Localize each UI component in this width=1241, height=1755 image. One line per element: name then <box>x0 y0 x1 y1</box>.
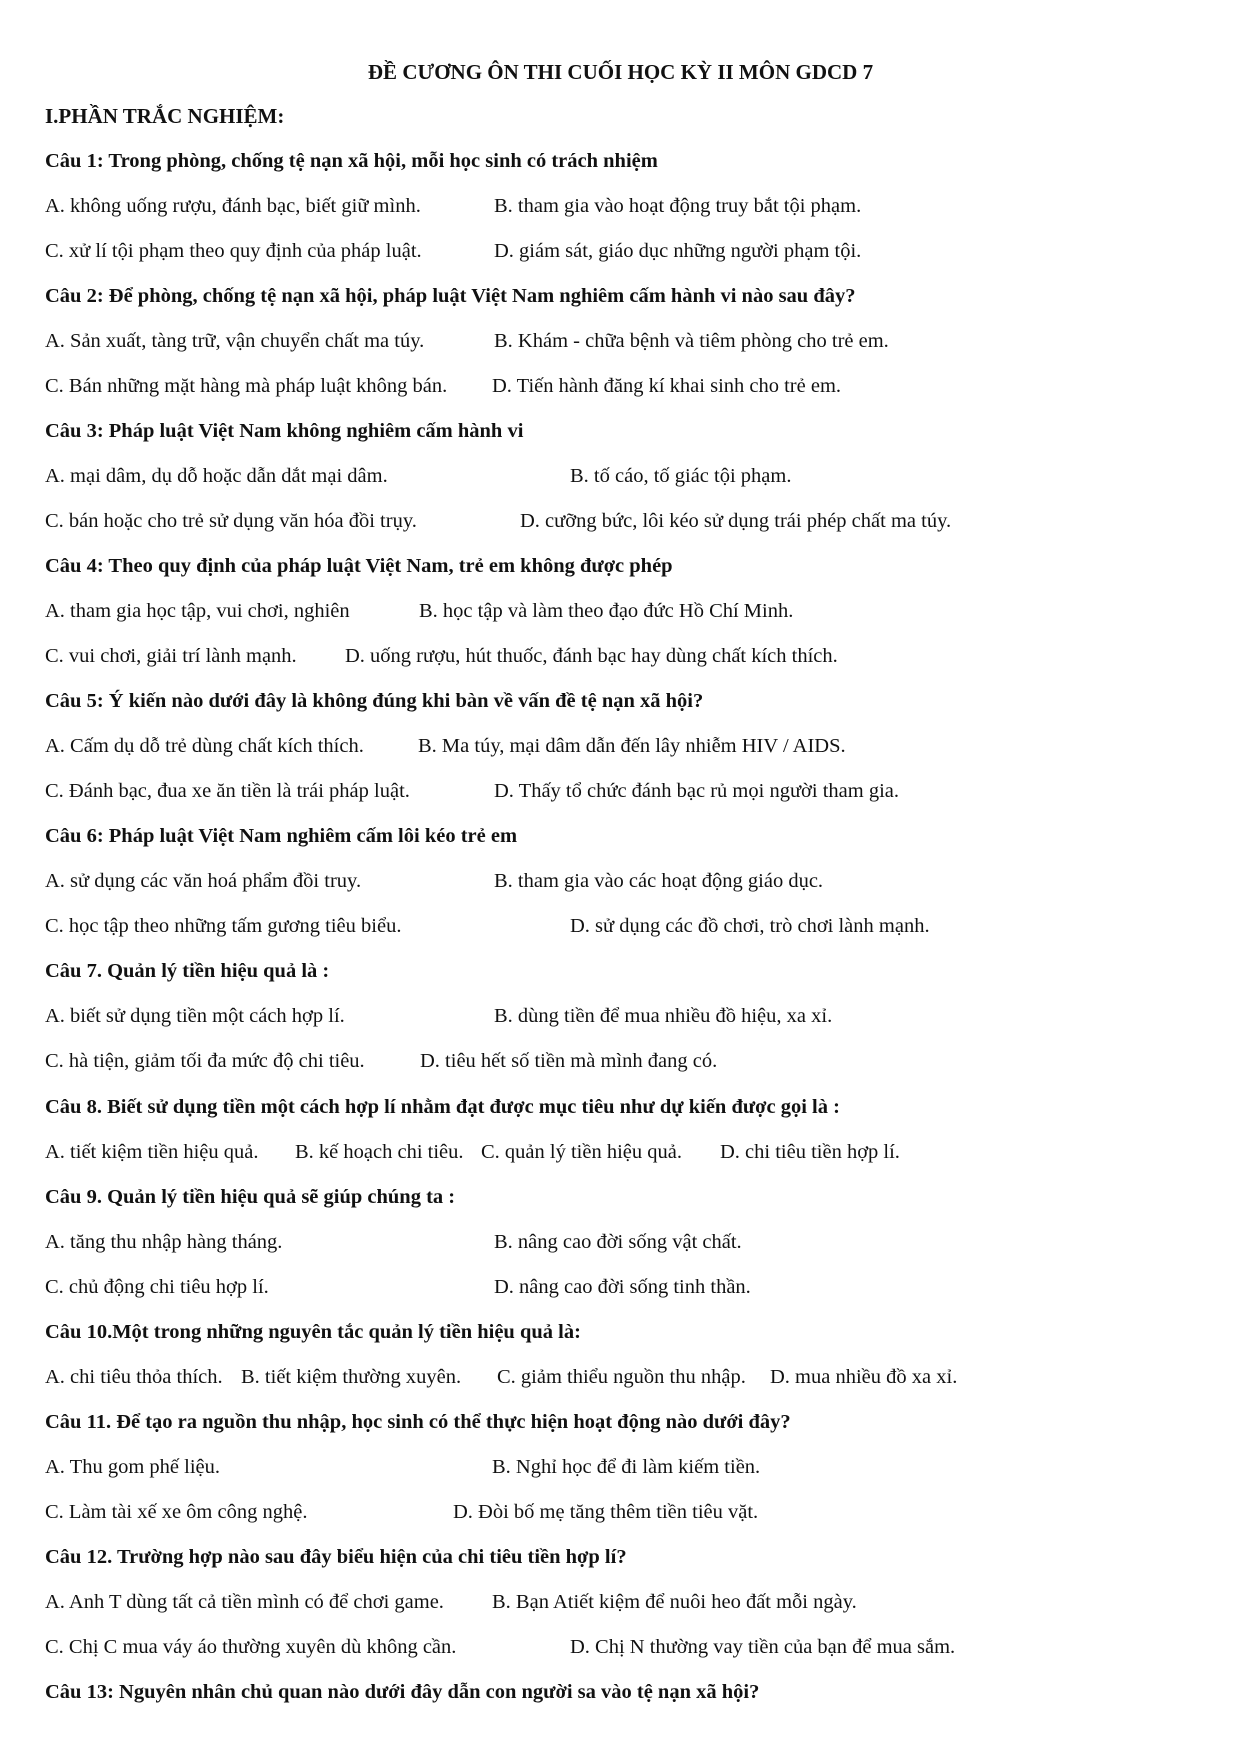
question-4: Câu 4: Theo quy định của pháp luật Việt Nam, trẻ em không được phép <box>45 555 673 577</box>
answer-row <box>45 1005 1195 1033</box>
option-c: C. Làm tài xế xe ôm công nghệ. <box>45 1501 308 1523</box>
option-d: D. Thấy tổ chức đánh bạc rủ mọi người tham gia. <box>494 780 900 802</box>
option-d: D. tiêu hết số tiền mà mình đang có. <box>420 1050 718 1072</box>
option-d: D. sử dụng các đồ chơi, trò chơi lành mạnh. <box>570 915 930 937</box>
answer-row <box>45 195 1195 223</box>
question-13: Câu 13: Nguyên nhân chủ quan nào dưới đây dẫn con người sa vào tệ nạn xã hội? <box>45 1681 760 1703</box>
option-b: B. kế hoạch chi tiêu. <box>295 1141 464 1163</box>
answer-row <box>45 915 1195 943</box>
option-c: C. giảm thiểu nguồn thu nhập. <box>497 1366 746 1388</box>
option-a: A. Sản xuất, tàng trữ, vận chuyển chất ma túy. <box>45 330 425 352</box>
option-a: A. không uống rượu, đánh bạc, biết giữ mình. <box>45 195 421 217</box>
question-1: Câu 1: Trong phòng, chống tệ nạn xã hội, mỗi học sinh có trách nhiệm <box>45 150 658 172</box>
answer-row <box>45 1276 1195 1304</box>
answer-row <box>45 1501 1195 1529</box>
question-11: Câu 11. Để tạo ra nguồn thu nhập, học sinh có thể thực hiện hoạt động nào dưới đây? <box>45 1411 791 1433</box>
option-b: B. Nghỉ học để đi làm kiếm tiền. <box>492 1456 761 1478</box>
option-d: D. mua nhiều đồ xa xỉ. <box>770 1366 958 1388</box>
option-d: D. Tiến hành đăng kí khai sinh cho trẻ em. <box>492 375 842 397</box>
answer-row <box>45 240 1195 268</box>
question-9: Câu 9. Quản lý tiền hiệu quả sẽ giúp chúng ta : <box>45 1186 456 1208</box>
option-c: C. bán hoặc cho trẻ sử dụng văn hóa đồi trụy. <box>45 510 417 532</box>
answer-row <box>45 1591 1195 1619</box>
option-c: C. Chị C mua váy áo thường xuyên dù không cần. <box>45 1636 457 1658</box>
option-c: C. vui chơi, giải trí lành mạnh. <box>45 645 297 667</box>
answer-row <box>45 780 1195 808</box>
answer-row <box>45 870 1195 898</box>
question-2: Câu 2: Để phòng, chống tệ nạn xã hội, pháp luật Việt Nam nghiêm cấm hành vi nào sau đây? <box>45 285 856 307</box>
answer-row <box>45 1141 1195 1169</box>
option-a: A. tăng thu nhập hàng tháng. <box>45 1231 283 1253</box>
option-c: C. chủ động chi tiêu hợp lí. <box>45 1276 269 1298</box>
answer-row <box>45 645 1195 673</box>
option-b: B. tham gia vào các hoạt động giáo dục. <box>494 870 824 892</box>
question-6: Câu 6: Pháp luật Việt Nam nghiêm cấm lôi kéo trẻ em <box>45 825 518 847</box>
option-b: B. tiết kiệm thường xuyên. <box>241 1366 462 1388</box>
option-d: D. nâng cao đời sống tinh thần. <box>494 1276 751 1298</box>
option-a: A. biết sử dụng tiền một cách hợp lí. <box>45 1005 345 1027</box>
answer-row <box>45 510 1195 538</box>
option-b: B. nâng cao đời sống vật chất. <box>494 1231 742 1253</box>
option-d: D. cưỡng bức, lôi kéo sử dụng trái phép chất ma túy. <box>520 510 952 532</box>
answer-row <box>45 1231 1195 1259</box>
option-d: D. Đòi bố mẹ tăng thêm tiền tiêu vặt. <box>453 1501 759 1523</box>
option-b: B. Ma túy, mại dâm dẫn đến lây nhiễm HIV / AIDS. <box>418 735 846 757</box>
option-d: D. giám sát, giáo dục những người phạm tội. <box>494 240 862 262</box>
option-b: B. Bạn Atiết kiệm để nuôi heo đất mỗi ngày. <box>492 1591 857 1613</box>
option-a: A. Thu gom phế liệu. <box>45 1456 220 1478</box>
question-10: Câu 10.Một trong những nguyên tắc quản lý tiền hiệu quả là: <box>45 1321 581 1343</box>
option-b: B. học tập và làm theo đạo đức Hồ Chí Minh. <box>419 600 794 622</box>
option-c: C. học tập theo những tấm gương tiêu biểu. <box>45 915 402 937</box>
option-a: A. Cấm dụ dỗ trẻ dùng chất kích thích. <box>45 735 364 757</box>
question-12: Câu 12. Trường hợp nào sau đây biểu hiện của chi tiêu tiền hợp lí? <box>45 1546 627 1568</box>
question-3: Câu 3: Pháp luật Việt Nam không nghiêm cấm hành vi <box>45 420 524 442</box>
option-a: A. tiết kiệm tiền hiệu quả. <box>45 1141 259 1163</box>
option-a: A. mại dâm, dụ dỗ hoặc dẫn dắt mại dâm. <box>45 465 388 487</box>
option-c: C. Bán những mặt hàng mà pháp luật không bán. <box>45 375 448 397</box>
option-b: B. tham gia vào hoạt động truy bắt tội phạm. <box>494 195 862 217</box>
option-d: D. chi tiêu tiền hợp lí. <box>720 1141 900 1163</box>
answer-row <box>45 375 1195 403</box>
option-a: A. chi tiêu thỏa thích. <box>45 1366 223 1388</box>
answer-row <box>45 1366 1195 1394</box>
question-7: Câu 7. Quản lý tiền hiệu quả là : <box>45 960 330 982</box>
answer-row <box>45 330 1195 358</box>
question-8: Câu 8. Biết sử dụng tiền một cách hợp lí nhằm đạt được mục tiêu như dự kiến được gọi là : <box>45 1096 840 1118</box>
option-c: C. hà tiện, giảm tối đa mức độ chi tiêu. <box>45 1050 365 1072</box>
option-a: A. sử dụng các văn hoá phẩm đồi truy. <box>45 870 362 892</box>
option-b: B. tố cáo, tố giác tội phạm. <box>570 465 792 487</box>
answer-row <box>45 1636 1195 1664</box>
document-title: ĐỀ CƯƠNG ÔN THI CUỐI HỌC KỲ II MÔN GDCD 7 <box>367 60 874 84</box>
option-b: B. Khám - chữa bệnh và tiêm phòng cho trẻ em. <box>494 330 889 352</box>
answer-row <box>45 465 1195 493</box>
option-a: A. tham gia học tập, vui chơi, nghiên <box>45 600 350 622</box>
option-a: A. Anh T dùng tất cả tiền mình có để chơi game. <box>45 1591 444 1613</box>
option-b: B. dùng tiền để mua nhiều đồ hiệu, xa xỉ. <box>494 1005 833 1027</box>
option-d: D. Chị N thường vay tiền của bạn để mua sắm. <box>570 1636 956 1658</box>
answer-row <box>45 600 1195 628</box>
answer-row <box>45 1456 1195 1484</box>
option-d: D. uống rượu, hút thuốc, đánh bạc hay dùng chất kích thích. <box>345 645 838 667</box>
option-c: C. Đánh bạc, đua xe ăn tiền là trái pháp luật. <box>45 780 410 802</box>
question-5: Câu 5: Ý kiến nào dưới đây là không đúng khi bàn về vấn đề tệ nạn xã hội? <box>45 690 704 712</box>
option-c: C. quản lý tiền hiệu quả. <box>481 1141 682 1163</box>
answer-row <box>45 1050 1195 1078</box>
section-heading: I.PHẦN TRẮC NGHIỆM: <box>45 104 285 128</box>
option-c: C. xử lí tội phạm theo quy định của pháp luật. <box>45 240 422 262</box>
answer-row <box>45 735 1195 763</box>
